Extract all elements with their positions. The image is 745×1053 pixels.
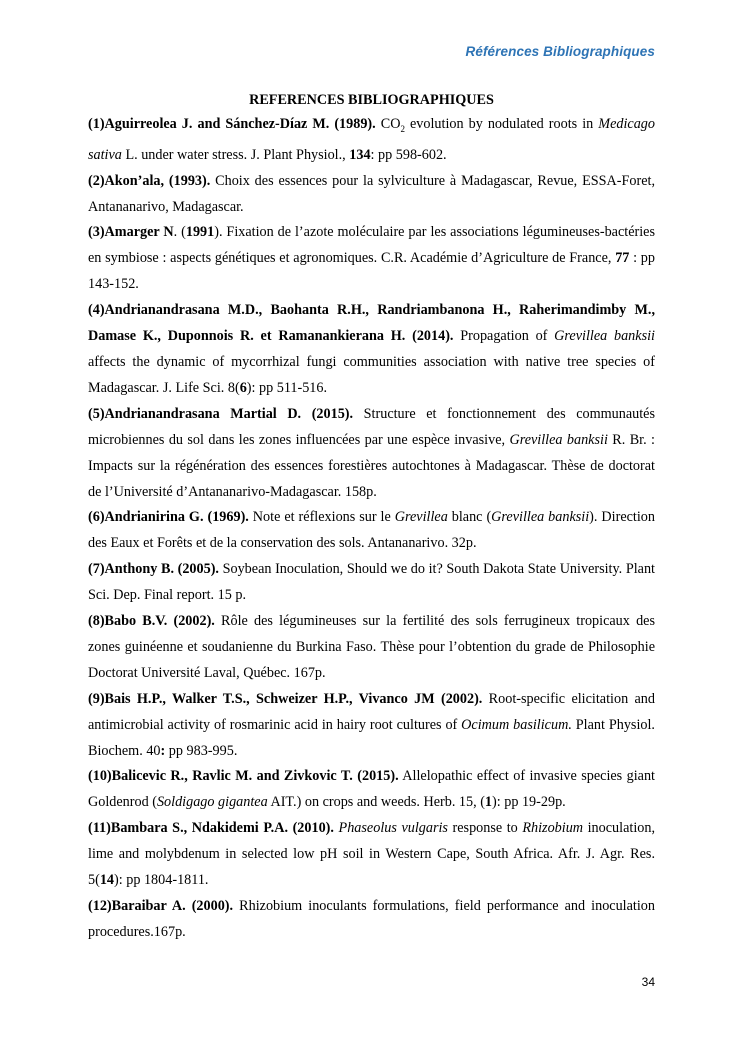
volume: 1: [484, 794, 493, 811]
reference-entry-2: (2)Akon’ala, (1993). Choix des essences pour la sylviculture à Madagascar, Revue, ESSA-Foret, Antananarivo, Madagascar.: [88, 172, 655, 215]
reference-authors: Amarger N: [104, 224, 174, 241]
reference-entry-9: (9)Bais H.P., Walker T.S., Schweizer H.P., Vivanco JM (2002). Root-specific elicitation and antimicrobial activity of rosmarinic acid in hairy root cultures of Ocimum basilicum. Plant Physiol. Biochem. 40: pp 983-995.: [88, 690, 655, 759]
year: 1991: [185, 224, 215, 241]
reference-authors: Aguirreolea J. and Sánchez-Díaz M. (1989).: [104, 116, 376, 132]
reference-number: (5): [88, 405, 105, 422]
volume: 6: [239, 379, 247, 396]
reference-number: (7): [88, 561, 105, 578]
reference-number: (10): [88, 768, 112, 785]
reference-number: (2): [88, 172, 105, 189]
page-number: 34: [641, 975, 655, 989]
reference-authors: Andrianirina G. (1969).: [104, 509, 249, 526]
reference-number: (3): [88, 224, 105, 241]
reference-number: (12): [88, 898, 112, 915]
species-name: Ocimum basilicum.: [461, 716, 572, 733]
reference-entry-1: (1)Aguirreolea J. and Sánchez-Díaz M. (1989). $CO_2$ evolution by nodulated roots in Medicago sativa L. under water stress. J. Plant Physiol., 134: pp 598-602.: [88, 116, 655, 163]
reference-entry-6: (6)Andrianirina G. (1969). Note et réflexions sur le Grevillea blanc (Grevillea banksii). Direction des Eaux et Forêts et de la conservation des sols. Antananarivo. 32p.: [88, 509, 655, 552]
reference-entry-5: (5)Andrianandrasana Martial D. (2015). Structure et fonctionnement des communautés microbiennes du sol dans les zones influencées par une espèce invasive, Grevillea banksii R. Br. : Impacts sur la régénération des essences forestières autochtones à Madagascar. Thèse de doctorat de l’Université d’Antananarivo-Madagascar. 158p.: [88, 405, 656, 500]
reference-entry-4: (4)Andrianandrasana M.D., Baohanta R.H., Randriambanona H., Raherimandimby M., Damase K., Duponnois R. et Ramanankierana H. (2014). Propagation of Grevillea banksii affects the dynamic of mycorrhizal fungi communities association with native tree species of Madagascar. J. Life Sci. 8(6): pp 511-516.: [88, 302, 655, 396]
reference-authors: Baraibar A. (2000).: [111, 898, 234, 915]
species-name: Grevillea banksii: [509, 431, 608, 448]
volume: 77: [615, 250, 630, 267]
reference-entry-3: (3)Amarger N. (1991). Fixation de l’azote moléculaire par les associations légumineuses-bactéries en symbiose : aspects génétiques et agronomiques. C.R. Académie d’Agriculture de France, 77 : pp 143-152.: [88, 224, 656, 293]
subscript: 2: [400, 123, 405, 134]
reference-authors: Andrianandrasana Martial D. (2015).: [104, 405, 354, 422]
reference-entry-12: (12)Baraibar A. (2000). Rhizobium inoculants formulations, field performance and inoculation procedures.167p.: [88, 898, 655, 940]
reference-number: (6): [88, 509, 105, 526]
species-name: Grevillea banksii: [491, 509, 590, 526]
reference-entry-7: (7)Anthony B. (2005). Soybean Inoculation, Should we do it? South Dakota State University. Plant Sci. Dep. Final report. 15 p.: [88, 561, 655, 604]
reference-authors: Bais H.P., Walker T.S., Schweizer H.P., Vivanco JM (2002).: [104, 690, 483, 707]
reference-number: (1): [88, 116, 105, 132]
volume: 134: [349, 146, 371, 163]
section-title: REFERENCES BIBLIOGRAPHIQUES: [249, 92, 494, 108]
reference-number: (4): [88, 302, 105, 319]
species-name: Medicago sativa: [88, 116, 655, 163]
volume: 14: [99, 872, 115, 889]
reference-entry-11: (11)Bambara S., Ndakidemi P.A. (2010). Phaseolus vulgaris response to Rhizobium inoculation, lime and molybdenum in selected low pH soil in Western Cape, South Africa. Afr. J. Agr. Res. 5(14): pp 1804-1811.: [88, 820, 655, 889]
reference-entry-8: (8)Babo B.V. (2002). Rôle des légumineuses sur la fertilité des sols ferrugineux tropicaux des zones guinéenne et soudanienne du Burkina Faso. Thèse pour l’obtention du grade de Philosophie Doctorat Université Laval, Québec. 167p.: [88, 613, 655, 681]
reference-authors: Akon’ala, (1993).: [104, 172, 211, 189]
references-section: [88, 88, 655, 946]
species-name: Grevillea banksii: [554, 328, 655, 345]
reference-authors: Anthony B. (2005).: [104, 561, 219, 578]
reference-authors: Andrianandrasana M.D., Baohanta R.H., Randriambanona H., Raherimandimby M., Damase K., Duponnois R. et Ramanankierana H. (2014).: [88, 302, 655, 345]
reference-entry-10: (10)Balicevic R., Ravlic M. and Zivkovic T. (2015). Allelopathic effect of invasive species giant Goldenrod (Soldigago gigantea AIT.) on crops and weeds. Herb. 15, (1): pp 19-29p.: [88, 768, 655, 811]
species-name: Rhizobium: [522, 820, 584, 837]
running-header: Références Bibliographiques: [465, 44, 655, 59]
species-name: Soldigago gigantea: [156, 794, 268, 811]
reference-number: (11): [88, 820, 111, 837]
species-name: Phaseolus vulgaris: [338, 820, 448, 837]
reference-authors: Babo B.V. (2002).: [104, 613, 215, 630]
species-name: Grevillea: [394, 509, 448, 526]
reference-authors: Balicevic R., Ravlic M. and Zivkovic T. (2015).: [111, 768, 399, 785]
reference-number: (8): [88, 613, 105, 630]
reference-number: (9): [88, 690, 105, 707]
reference-authors: Bambara S., Ndakidemi P.A. (2010).: [110, 820, 334, 837]
